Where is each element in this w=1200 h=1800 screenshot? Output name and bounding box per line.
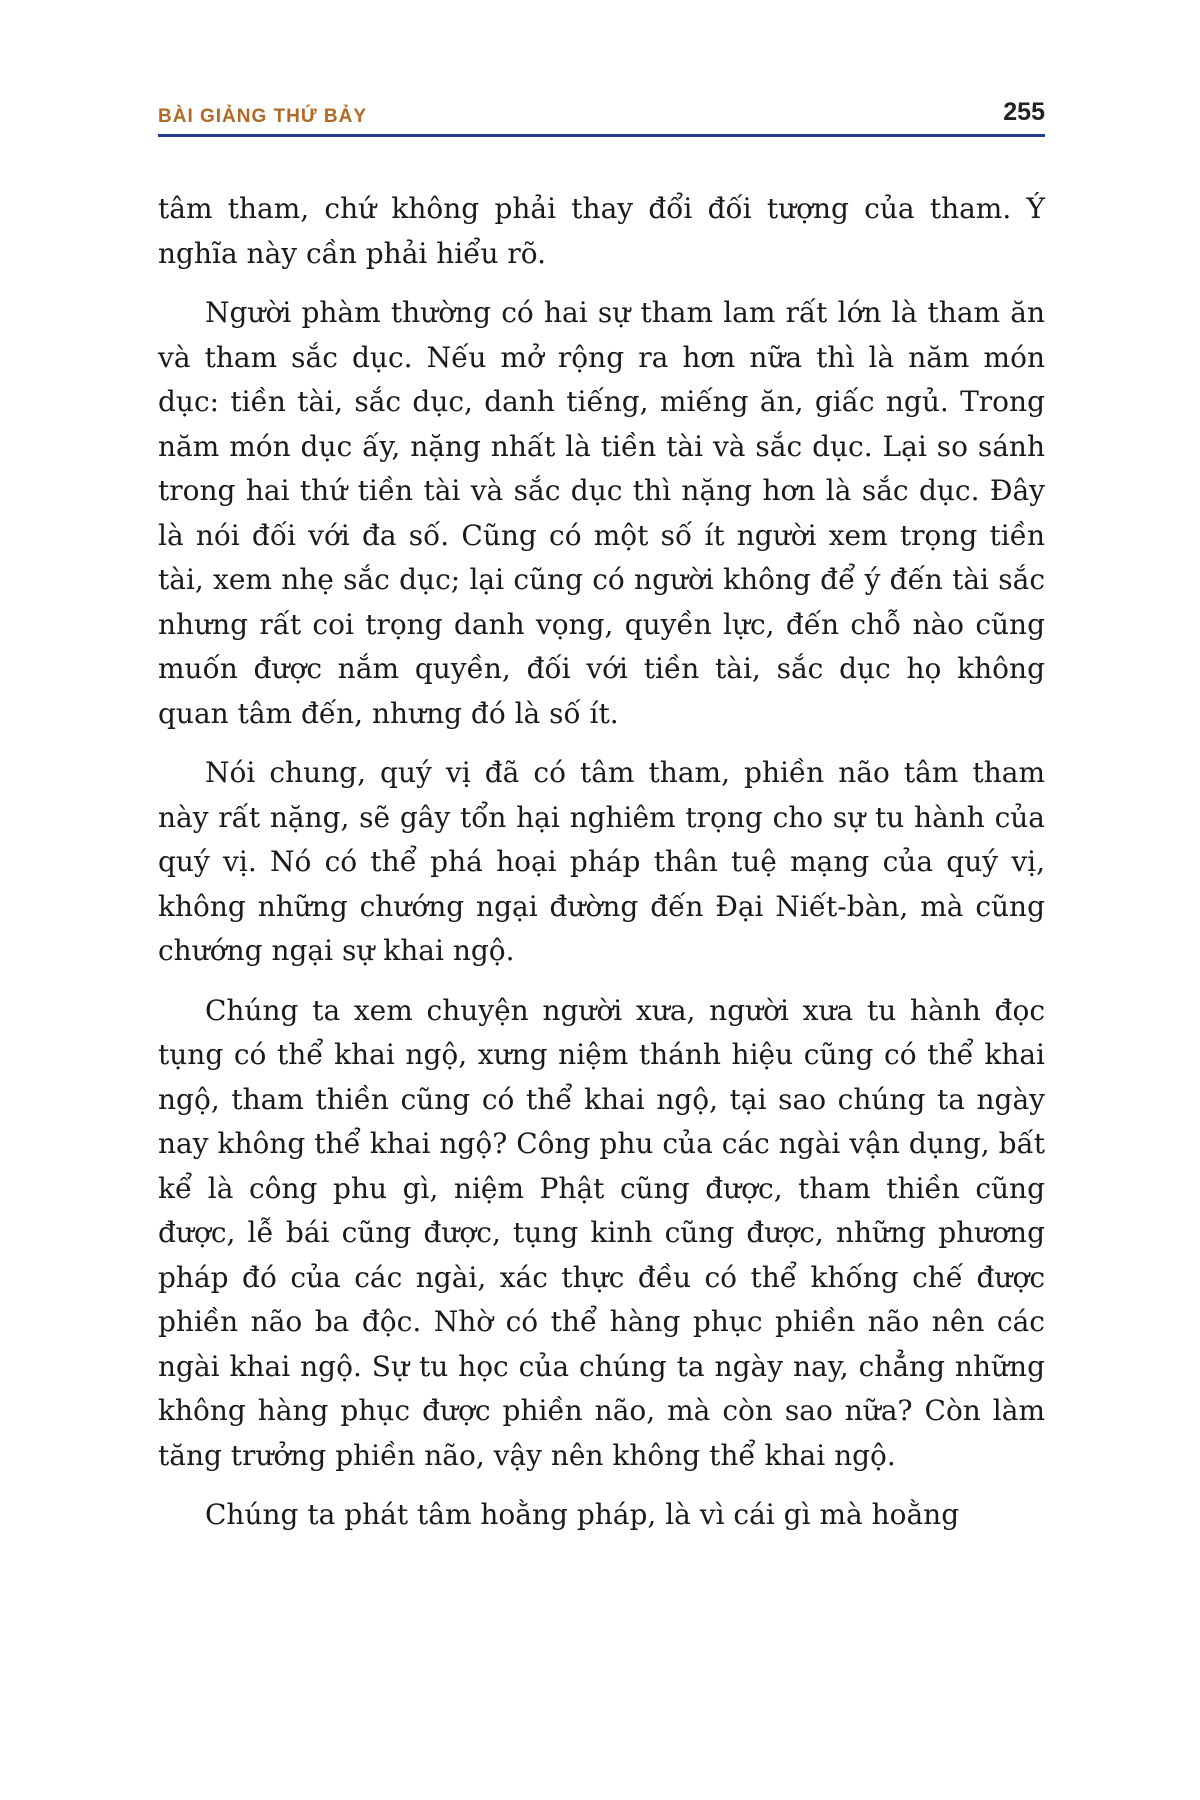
paragraph: Nói chung, quý vị đã có tâm tham, phiền não tâm tham này rất nặng, sẽ gây tổn hại nghiêm trọng cho sự tu hành của quý vị. Nó có thể phá hoại pháp thân tuệ mạng của quý vị, không những chướng ngại đường đến Đại Niết-bàn, mà cũng chướng ngại sự khai ngộ. <box>158 756 1045 967</box>
running-header <box>158 94 1045 137</box>
paragraph: Chúng ta xem chuyện người xưa, người xưa tu hành đọc tụng có thể khai ngộ, xưng niệm thánh hiệu cũng có thể khai ngộ, tham thiền cũng có thể khai ngộ, tại sao chúng ta ngày nay không thể khai ngộ? Công phu của các ngài vận dụng, bất kể là công phu gì, niệm Phật cũng được, tham thiền cũng được, lễ bái cũng được, tụng kinh cũng được, những phương pháp đó của các ngài, xác thực đều có thể khống chế được phiền não ba độc. Nhờ có thể hàng phục phiền não nên các ngài khai ngộ. Sự tu học của chúng ta ngày nay, chẳng những không hàng phục được phiền não, mà còn sao nữa? Còn làm tăng trưởng phiền não, vậy nên không thể khai ngộ. <box>158 993 1045 1472</box>
paragraph-continued: tâm tham, chứ không phải thay đổi đối tượng của tham. Ý nghĩa này cần phải hiểu rõ. <box>158 192 1045 270</box>
page-number: 255 <box>1003 98 1045 126</box>
body-text <box>158 187 1045 1553</box>
section-title: BÀI GIẢNG THỨ BẢY <box>158 106 368 127</box>
paragraph: Chúng ta phát tâm hoằng pháp, là vì cái gì mà hoằng <box>205 1498 960 1531</box>
paragraph: Người phàm thường có hai sự tham lam rất lớn là tham ăn và tham sắc dục. Nếu mở rộng ra hơn nữa thì là năm món dục: tiền tài, sắc dục, danh tiếng, miếng ăn, giấc ngủ. Trong năm món dục ấy, nặng nhất là tiền tài và sắc dục. Lại so sánh trong hai thứ tiền tài và sắc dục thì nặng hơn là sắc dục. Đây là nói đối với đa số. Cũng có một số ít người xem trọng tiền tài, xem nhẹ sắc dục; lại cũng có người không để ý đến tài sắc nhưng rất coi trọng danh vọng, quyền lực, đến chỗ nào cũng muốn được nắm quyền, đối với tiền tài, sắc dục họ không quan tâm đến, nhưng đó là số ít. <box>158 296 1045 730</box>
